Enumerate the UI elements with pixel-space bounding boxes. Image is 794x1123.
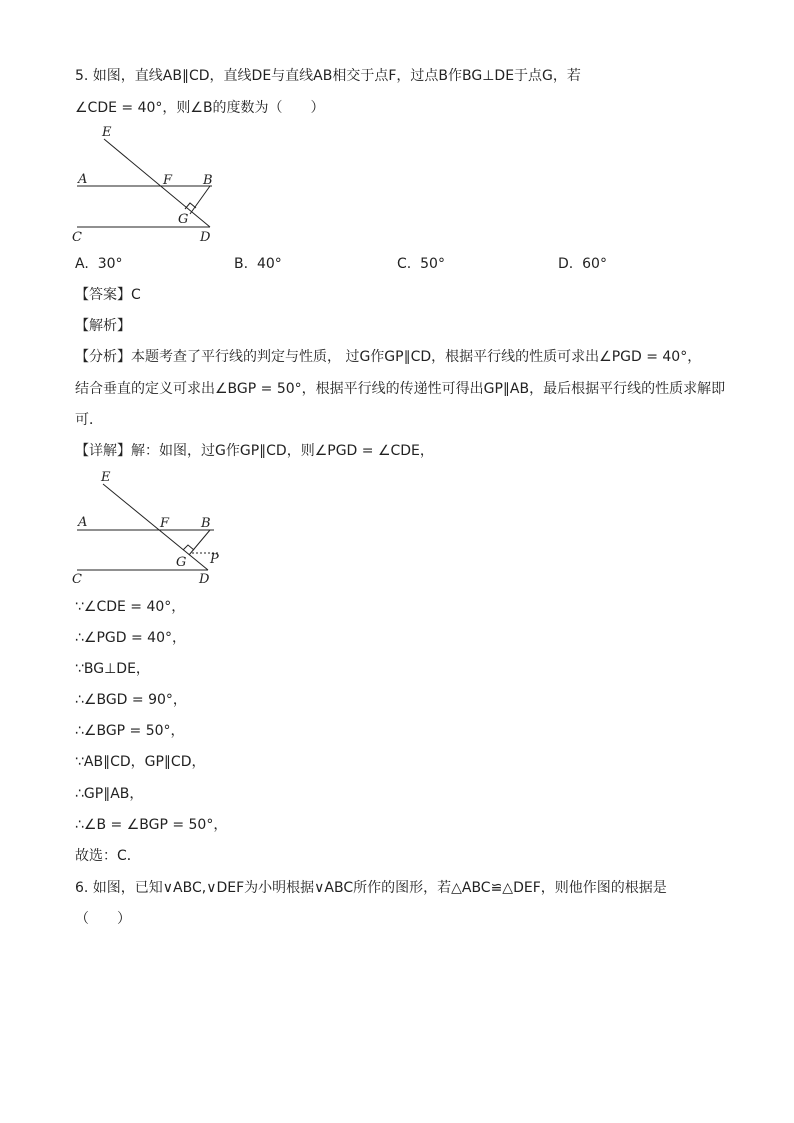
label-g-2: G xyxy=(176,555,187,570)
option-b-letter: B. xyxy=(234,256,249,272)
analysis-line-1-text: 本题考查了平行线的判定与性质， 过G作GP∥CD，根据平行线的性质可求出∠PGD = 40°， xyxy=(131,349,702,365)
option-d-text: 60° xyxy=(582,256,607,272)
step-2: ∴∠PGD = 40°， xyxy=(75,630,186,646)
label-e: E xyxy=(102,125,112,140)
option-b-text: 40° xyxy=(256,256,282,272)
q5-analysis-line-3: 可． xyxy=(75,412,103,428)
label-a: A xyxy=(78,172,88,187)
answer-tag: 【答案】 xyxy=(75,287,131,303)
line-ed-2 xyxy=(103,484,208,570)
right-angle-mark-2 xyxy=(183,545,194,550)
detail-line-text: 解：如图，过G作GP∥CD，则∠PGD = ∠CDE， xyxy=(131,443,434,459)
label-g: G xyxy=(178,212,189,227)
step-7: ∴GP∥AB， xyxy=(75,786,144,802)
q5-stem-line-1: 5. 如图，直线AB∥CD，直线DE与直线AB相交于点F，过点B作BG⊥DE于点G，若 xyxy=(75,68,581,84)
label-p-2: P xyxy=(210,552,219,567)
q6-stem-line-2: （ ） xyxy=(75,911,131,927)
step-4: ∴∠BGD = 90°， xyxy=(75,692,187,708)
label-b: B xyxy=(203,173,213,188)
label-c: C xyxy=(72,230,82,245)
step-3: ∵BG⊥DE， xyxy=(75,661,150,677)
label-c-2: C xyxy=(72,572,82,587)
label-d-2: D xyxy=(199,572,210,587)
step-5: ∴∠BGP = 50°， xyxy=(75,723,185,739)
step-1: ∵∠CDE = 40°， xyxy=(75,599,186,615)
option-c-letter: C. xyxy=(397,256,412,272)
step-6: ∵AB∥CD，GP∥CD， xyxy=(75,754,206,770)
step-8: ∴∠B = ∠BGP = 50°， xyxy=(75,817,228,833)
label-e-2: E xyxy=(101,470,111,485)
label-a-2: A xyxy=(78,515,88,530)
analysis-intro-tag: 【分析】 xyxy=(75,349,131,365)
label-f-2: F xyxy=(160,516,170,531)
q5-analysis-line-2: 结合垂直的定义可求出∠BGP = 50°，根据平行线的传递性可得出GP∥AB，最后根据平行线的性质求解即 xyxy=(75,381,726,397)
answer-value: C xyxy=(131,287,141,303)
option-a-letter: A. xyxy=(75,256,89,272)
label-b-2: B xyxy=(201,516,211,531)
line-bg-2 xyxy=(189,530,210,555)
q5-analysis-tag: 【解析】 xyxy=(75,318,131,334)
detail-tag: 【详解】 xyxy=(75,443,131,459)
option-c-text: 50° xyxy=(420,256,445,272)
step-9: 故选：C． xyxy=(75,848,141,864)
label-d: D xyxy=(200,230,211,245)
label-f: F xyxy=(163,173,173,188)
option-a-text: 30° xyxy=(97,256,123,272)
option-d-letter: D. xyxy=(558,256,574,272)
q5-stem-line-2: ∠CDE = 40°，则∠B的度数为（ ） xyxy=(75,100,325,116)
q6-stem-line-1: 6. 如图，已知∨ABC,∨DEF为小明根据∨ABC所作的图形，若△ABC≌△DEF，则他作图的根据是 xyxy=(75,880,667,896)
